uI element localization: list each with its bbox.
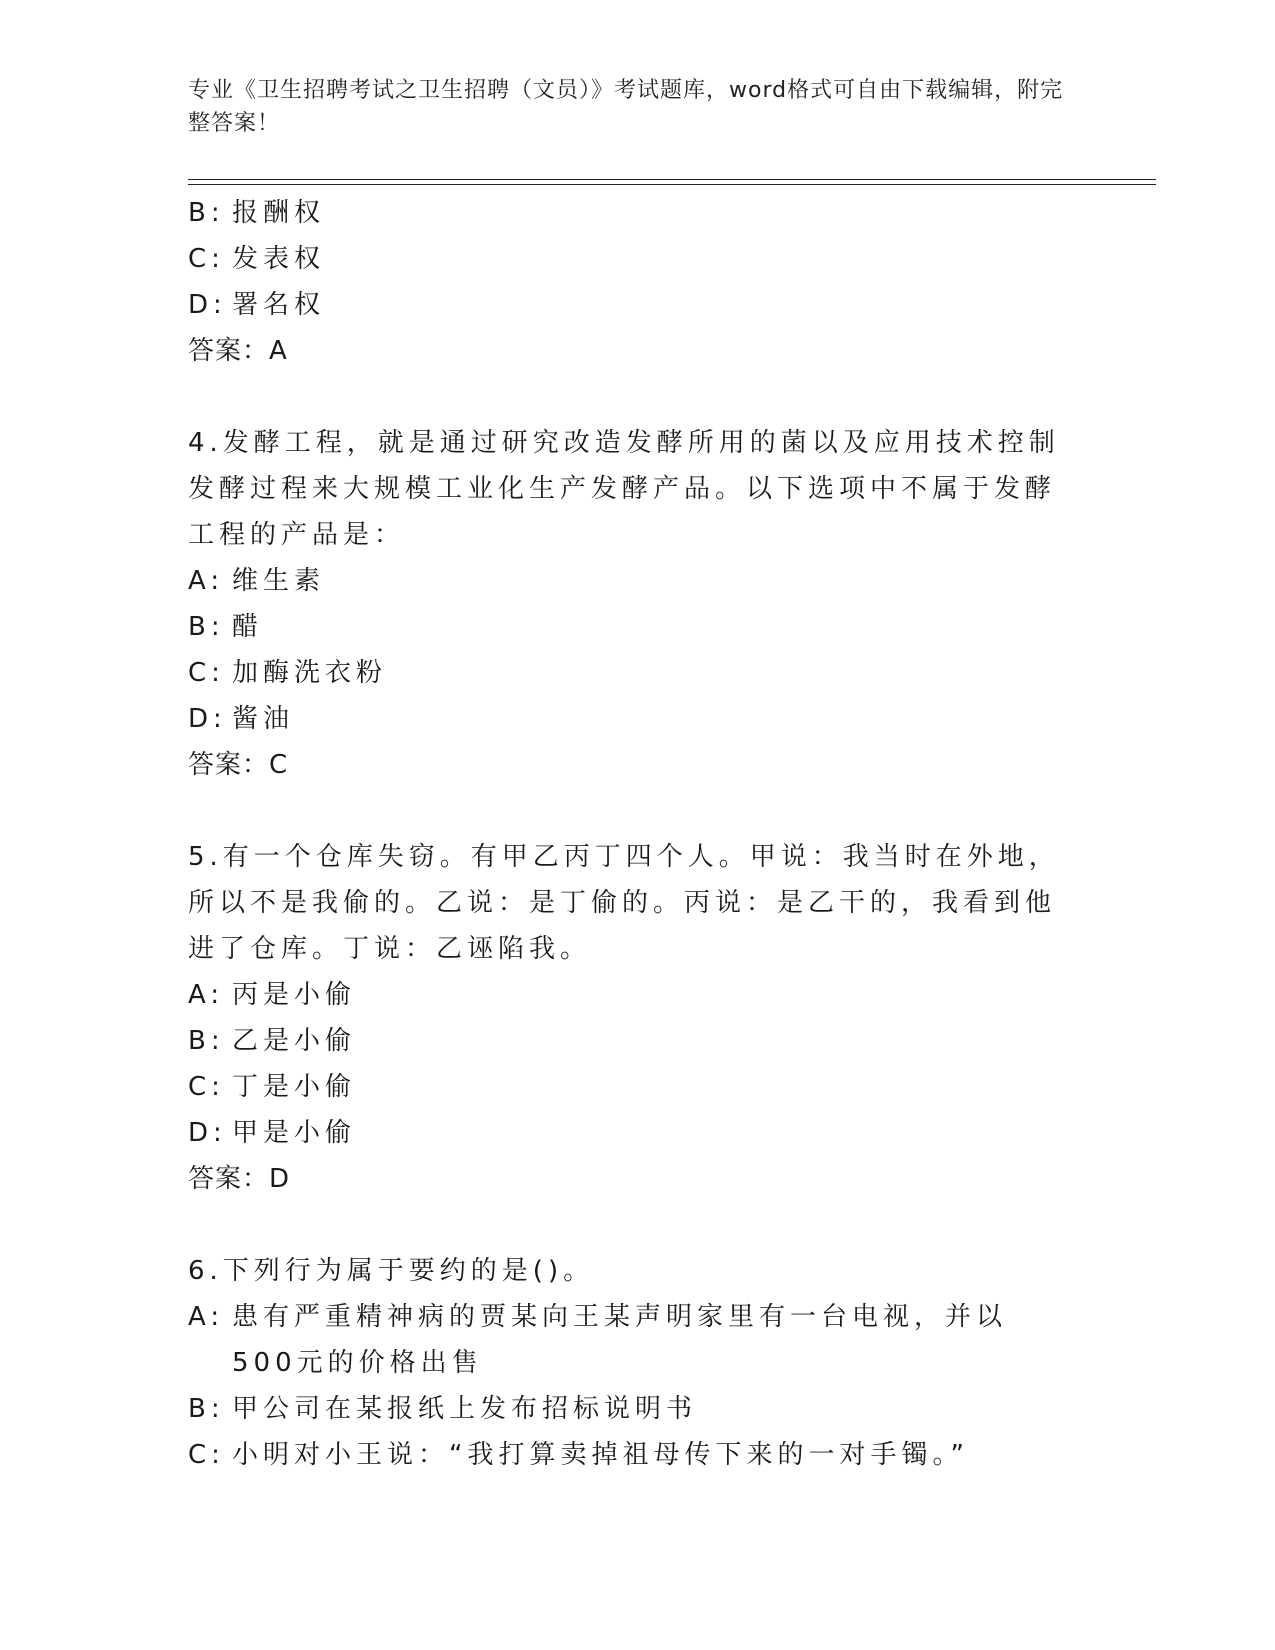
option-b — [188, 1018, 1088, 1064]
document-body — [188, 190, 1088, 1478]
option-a — [188, 558, 1088, 604]
option-d — [188, 282, 1088, 328]
option-b — [188, 1386, 1088, 1432]
option-letter: A: — [188, 1302, 225, 1332]
answer-line: 答案：A — [188, 336, 288, 366]
option-text: 丙是小偷 — [232, 980, 357, 1010]
option-c — [188, 1064, 1088, 1110]
option-text: 酱油 — [232, 704, 295, 734]
question-5 — [188, 834, 1088, 1202]
option-text: 患有严重精神病的贾某向王某声明家里有一台电视，并以500元的价格出售 — [232, 1302, 1008, 1378]
option-letter: C: — [188, 658, 225, 688]
option-letter: A: — [188, 980, 225, 1010]
question-stem: 5.有一个仓库失窃。有甲乙丙丁四个人。甲说：我当时在外地，所以不是我偷的。乙说：是丁偷的。丙说：是乙干的，我看到他进了仓库。丁说：乙诬陷我。 — [188, 842, 1060, 964]
option-text: 甲公司在某报纸上发布招标说明书 — [232, 1394, 698, 1424]
question-stem: 6.下列行为属于要约的是()。 — [188, 1256, 595, 1286]
option-letter: C: — [188, 244, 225, 274]
question-4 — [188, 420, 1088, 788]
option-letter: B: — [188, 1394, 225, 1424]
option-letter: D: — [188, 1118, 227, 1148]
option-letter: A: — [188, 566, 225, 596]
option-text: 报酬权 — [232, 198, 326, 228]
option-text: 丁是小偷 — [232, 1072, 357, 1102]
option-b — [188, 190, 1088, 236]
option-c — [188, 236, 1088, 282]
option-text: 署名权 — [232, 290, 326, 320]
option-letter: D: — [188, 704, 227, 734]
header-rule-top — [188, 179, 1156, 180]
option-text: 维生素 — [232, 566, 326, 596]
option-text: 醋 — [232, 612, 264, 642]
answer-line: 答案：C — [188, 750, 289, 780]
option-text: 加酶洗衣粉 — [232, 658, 388, 688]
option-letter: C: — [188, 1440, 225, 1470]
option-text: 乙是小偷 — [232, 1026, 357, 1056]
option-d — [188, 1110, 1088, 1156]
question-6 — [188, 1248, 1088, 1478]
option-text: 发表权 — [232, 244, 326, 274]
option-a — [188, 972, 1088, 1018]
option-c — [188, 650, 1088, 696]
answer-line: 答案：D — [188, 1164, 291, 1194]
question-3-continued — [188, 190, 1088, 374]
option-letter: D: — [188, 290, 227, 320]
option-text: 甲是小偷 — [232, 1118, 357, 1148]
option-d — [188, 696, 1088, 742]
option-a — [188, 1294, 1068, 1386]
option-letter: B: — [188, 198, 225, 228]
question-stem: 4.发酵工程，就是通过研究改造发酵所用的菌以及应用技术控制发酵过程来大规模工业化生产发酵产品。以下选项中不属于发酵工程的产品是： — [188, 428, 1060, 550]
option-c — [188, 1432, 1088, 1478]
option-letter: C: — [188, 1072, 225, 1102]
page-header: 专业《卫生招聘考试之卫生招聘（文员）》考试题库，word格式可自由下载编辑，附完整答案！ — [188, 78, 1064, 136]
option-letter: B: — [188, 1026, 225, 1056]
option-text: 小明对小王说：“我打算卖掉祖母传下来的一对手镯。” — [232, 1440, 969, 1470]
option-letter: B: — [188, 612, 225, 642]
option-b — [188, 604, 1088, 650]
header-rule-bottom — [188, 184, 1156, 185]
